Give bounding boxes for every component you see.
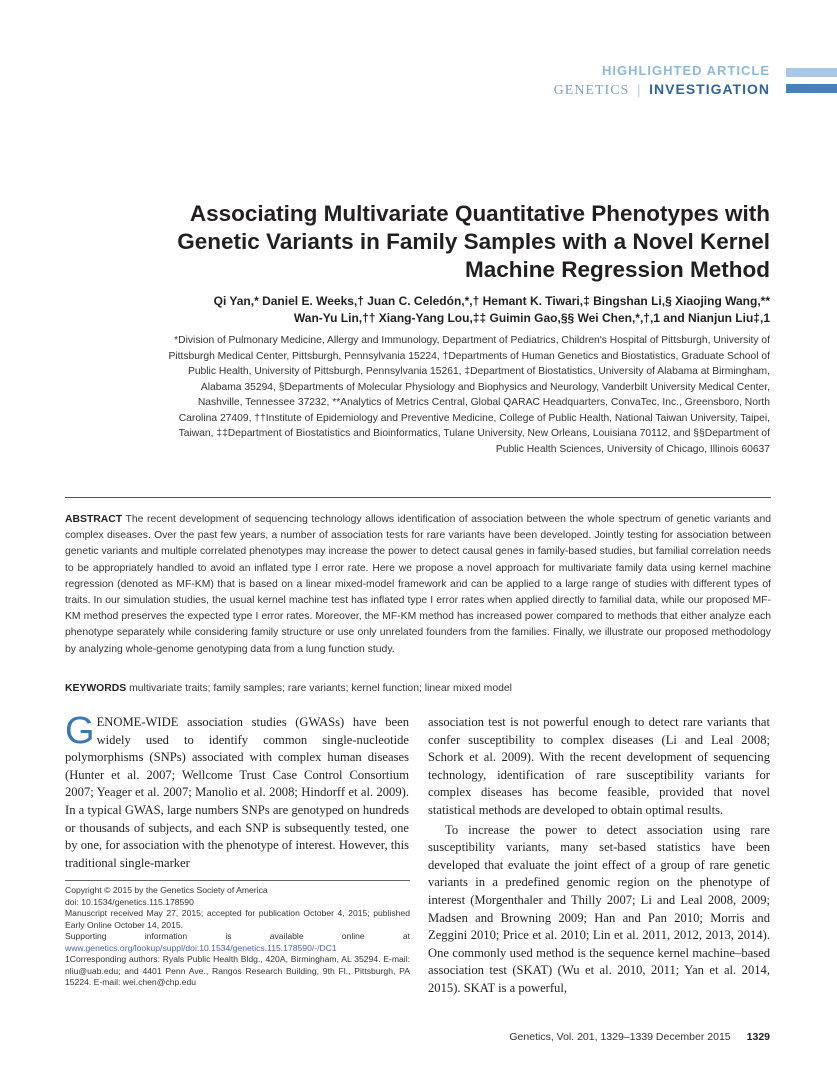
copyright: Copyright © 2015 by the Genetics Society of America (65, 885, 268, 895)
body-paragraph: To increase the power to detect association using rare susceptibility variants, many set-based statistics have been developed that evaluate the joint effect of a group of rare genetic variants in a predefined genomic region on the phenotype of interest (Morgenthaler and Thilly 2007; Li and Leal 2008, 2009; Madsen and Browning 2009; Han and Pan 2010; Morris and Zeggini 2010; Price et al. 2010; Lin et al. 2011, 2012, 2013, 2014). One commonly used method is the sequence kernel machine–based association test (SKAT) (Wu et al. 2010, 2011; Yan et al. 2014, 2015). SKAT is a powerful, (428, 822, 770, 995)
supporting-info (65, 931, 410, 954)
highlighted-article-label: HIGHLIGHTED ARTICLE (601, 63, 770, 78)
header-separator: | (637, 83, 642, 98)
manuscript-dates: Manuscript received May 27, 2015; accepted for publication October 4, 2015; published Early Online October 14, 2015. (65, 908, 410, 930)
drop-cap: G (65, 710, 95, 752)
authors-line: Wan-Yu Lin,†† Xiang-Yang Lou,‡‡ Guimin Gao,§§ Wei Chen,*,†,1 and Nianjun Liu‡,1 (293, 311, 770, 325)
journal-name: GENETICS (553, 83, 630, 98)
authors-line: Qi Yan,* Daniel E. Weeks,† Juan C. Celedón,*,† Hemant K. Tiwari,‡ Bingshan Li,§ Xiaojing Wang,** (213, 294, 770, 308)
body-left-column (65, 710, 409, 872)
keywords (65, 683, 771, 694)
journal-section-header (554, 81, 770, 99)
abstract (65, 512, 771, 658)
page-footer (509, 1031, 770, 1043)
divider (65, 497, 771, 498)
body-paragraph: ENOME-WIDE association studies (GWASs) have been widely used to identify common single-nucleotide polymorphisms (SNPs) associated with complex human diseases (Hunter et al. 2007; Wellcome Trust Case Control Consortium 2007; Yeager et al. 2007; Manolio et al. 2008; Hindorff et al. 2009). In a typical GWAS, large numbers SNPs are genotyped on hundreds or thousands of subjects, and each SNP is subsequently tested, one by one, for association with the phenotype of interest. However, this traditional single-marker (65, 715, 409, 870)
section-name: INVESTIGATION (649, 81, 770, 97)
keywords-label: KEYWORDS (65, 683, 127, 694)
page-number: 1329 (746, 1031, 770, 1043)
supporting-info-text: Supporting information is available online at (65, 931, 410, 941)
header-bar-dark (786, 84, 837, 93)
body-right-column (428, 714, 770, 998)
footnotes (65, 885, 410, 989)
keywords-text: multivariate traits; family samples; rare variants; kernel function; linear mixed model (129, 683, 512, 694)
authors (70, 293, 770, 327)
corresponding-authors: 1Corresponding authors: Ryals Public Health Bldg., 420A, Birmingham, AL 35294. E-mail: nliu@uab.edu; and 4401 Penn Ave., Rangos Research Building, 9th Fl., Pittsburgh, PA 15224. E-mail: wei.chen@chp.edu (65, 954, 410, 987)
footnote-divider (65, 880, 410, 881)
supporting-info-link[interactable]: www.genetics.org/lookup/suppl/doi:10.1534/genetics.115.178590/-/DC1 (65, 942, 337, 953)
journal-citation: Genetics, Vol. 201, 1329–1339 December 2015 (509, 1031, 731, 1043)
header-bar-light (786, 68, 837, 77)
body-paragraph: association test is not powerful enough to detect rare variants that confer susceptibility to complex diseases (Li and Leal 2008; Schork et al. 2009). With the recent development of sequencing technology, identification of rare susceptibility variants for complex diseases has become feasible, provided that novel statistical methods are developed to obtain optimal results. (428, 715, 770, 817)
article-title: Associating Multivariate Quantitative Phenotypes with Genetic Variants in Family Samples with a Novel Kernel Machine Regression Method (177, 201, 770, 282)
doi: doi: 10.1534/genetics.115.178590 (65, 896, 194, 907)
affiliations: *Division of Pulmonary Medicine, Allergy and Immunology, Department of Pediatrics, Children's Hospital of Pittsburgh, University of Pittsburgh Medical Center, Pittsburgh, Pennsylvania 15224, †Departments of Human Genetics and Biostatistics, Graduate School of Public Health, University of Pittsburgh, Pennsylvania 15261, ‡Department of Biostatistics, University of Alabama at Birmingham, Alabama 35294, §Departments of Molecular Physiology and Biophysics and Neurology, Vanderbilt University Medical Center, Nashville, Tennessee 37232, **Analytics of Metrics Central, Global QARAC Headquarters, ConvaTec, Inc., Greensboro, North Carolina 27409, ††Institute of Epidemiology and Preventive Medicine, College of Public Health, National Taiwan University, Taipei, Taiwan, ‡‡Department of Biostatistics and Bioinformatics, Tulane University, New Orleans, Louisiana 70112, and §§Department of Public Health Sciences, University of Chicago, Illinois 60637 (168, 335, 770, 455)
abstract-label: ABSTRACT (65, 514, 123, 525)
abstract-text: The recent development of sequencing technology allows identification of association between the whole spectrum of genetic variants and complex diseases. Over the past few years, a number of association tests for rare variants have been developed. Jointly testing for association between genetic variants and multiple correlated phenotypes may increase the power to detect causal genes in family-based studies, but familial correlation needs to be appropriately handled to avoid an inflated type I error rate. Here we propose a novel approach for multivariate family data using kernel machine regression (denoted as MF-KM) that is based on a linear mixed-model framework and can be applied to a large range of studies with different types of traits. In our simulation studies, the usual kernel machine test has inflated type I error rates when applied directly to familial data, while our proposed MF-KM method preserves the expected type I error rates. Moreover, the MF-KM method has increased power compared to methods that either analyze each phenotype separately while considering family structure or use only unrelated founders from the families. Finally, we illustrate our proposed methodology by analyzing whole-genome genotyping data from a lung function study. (65, 514, 772, 655)
